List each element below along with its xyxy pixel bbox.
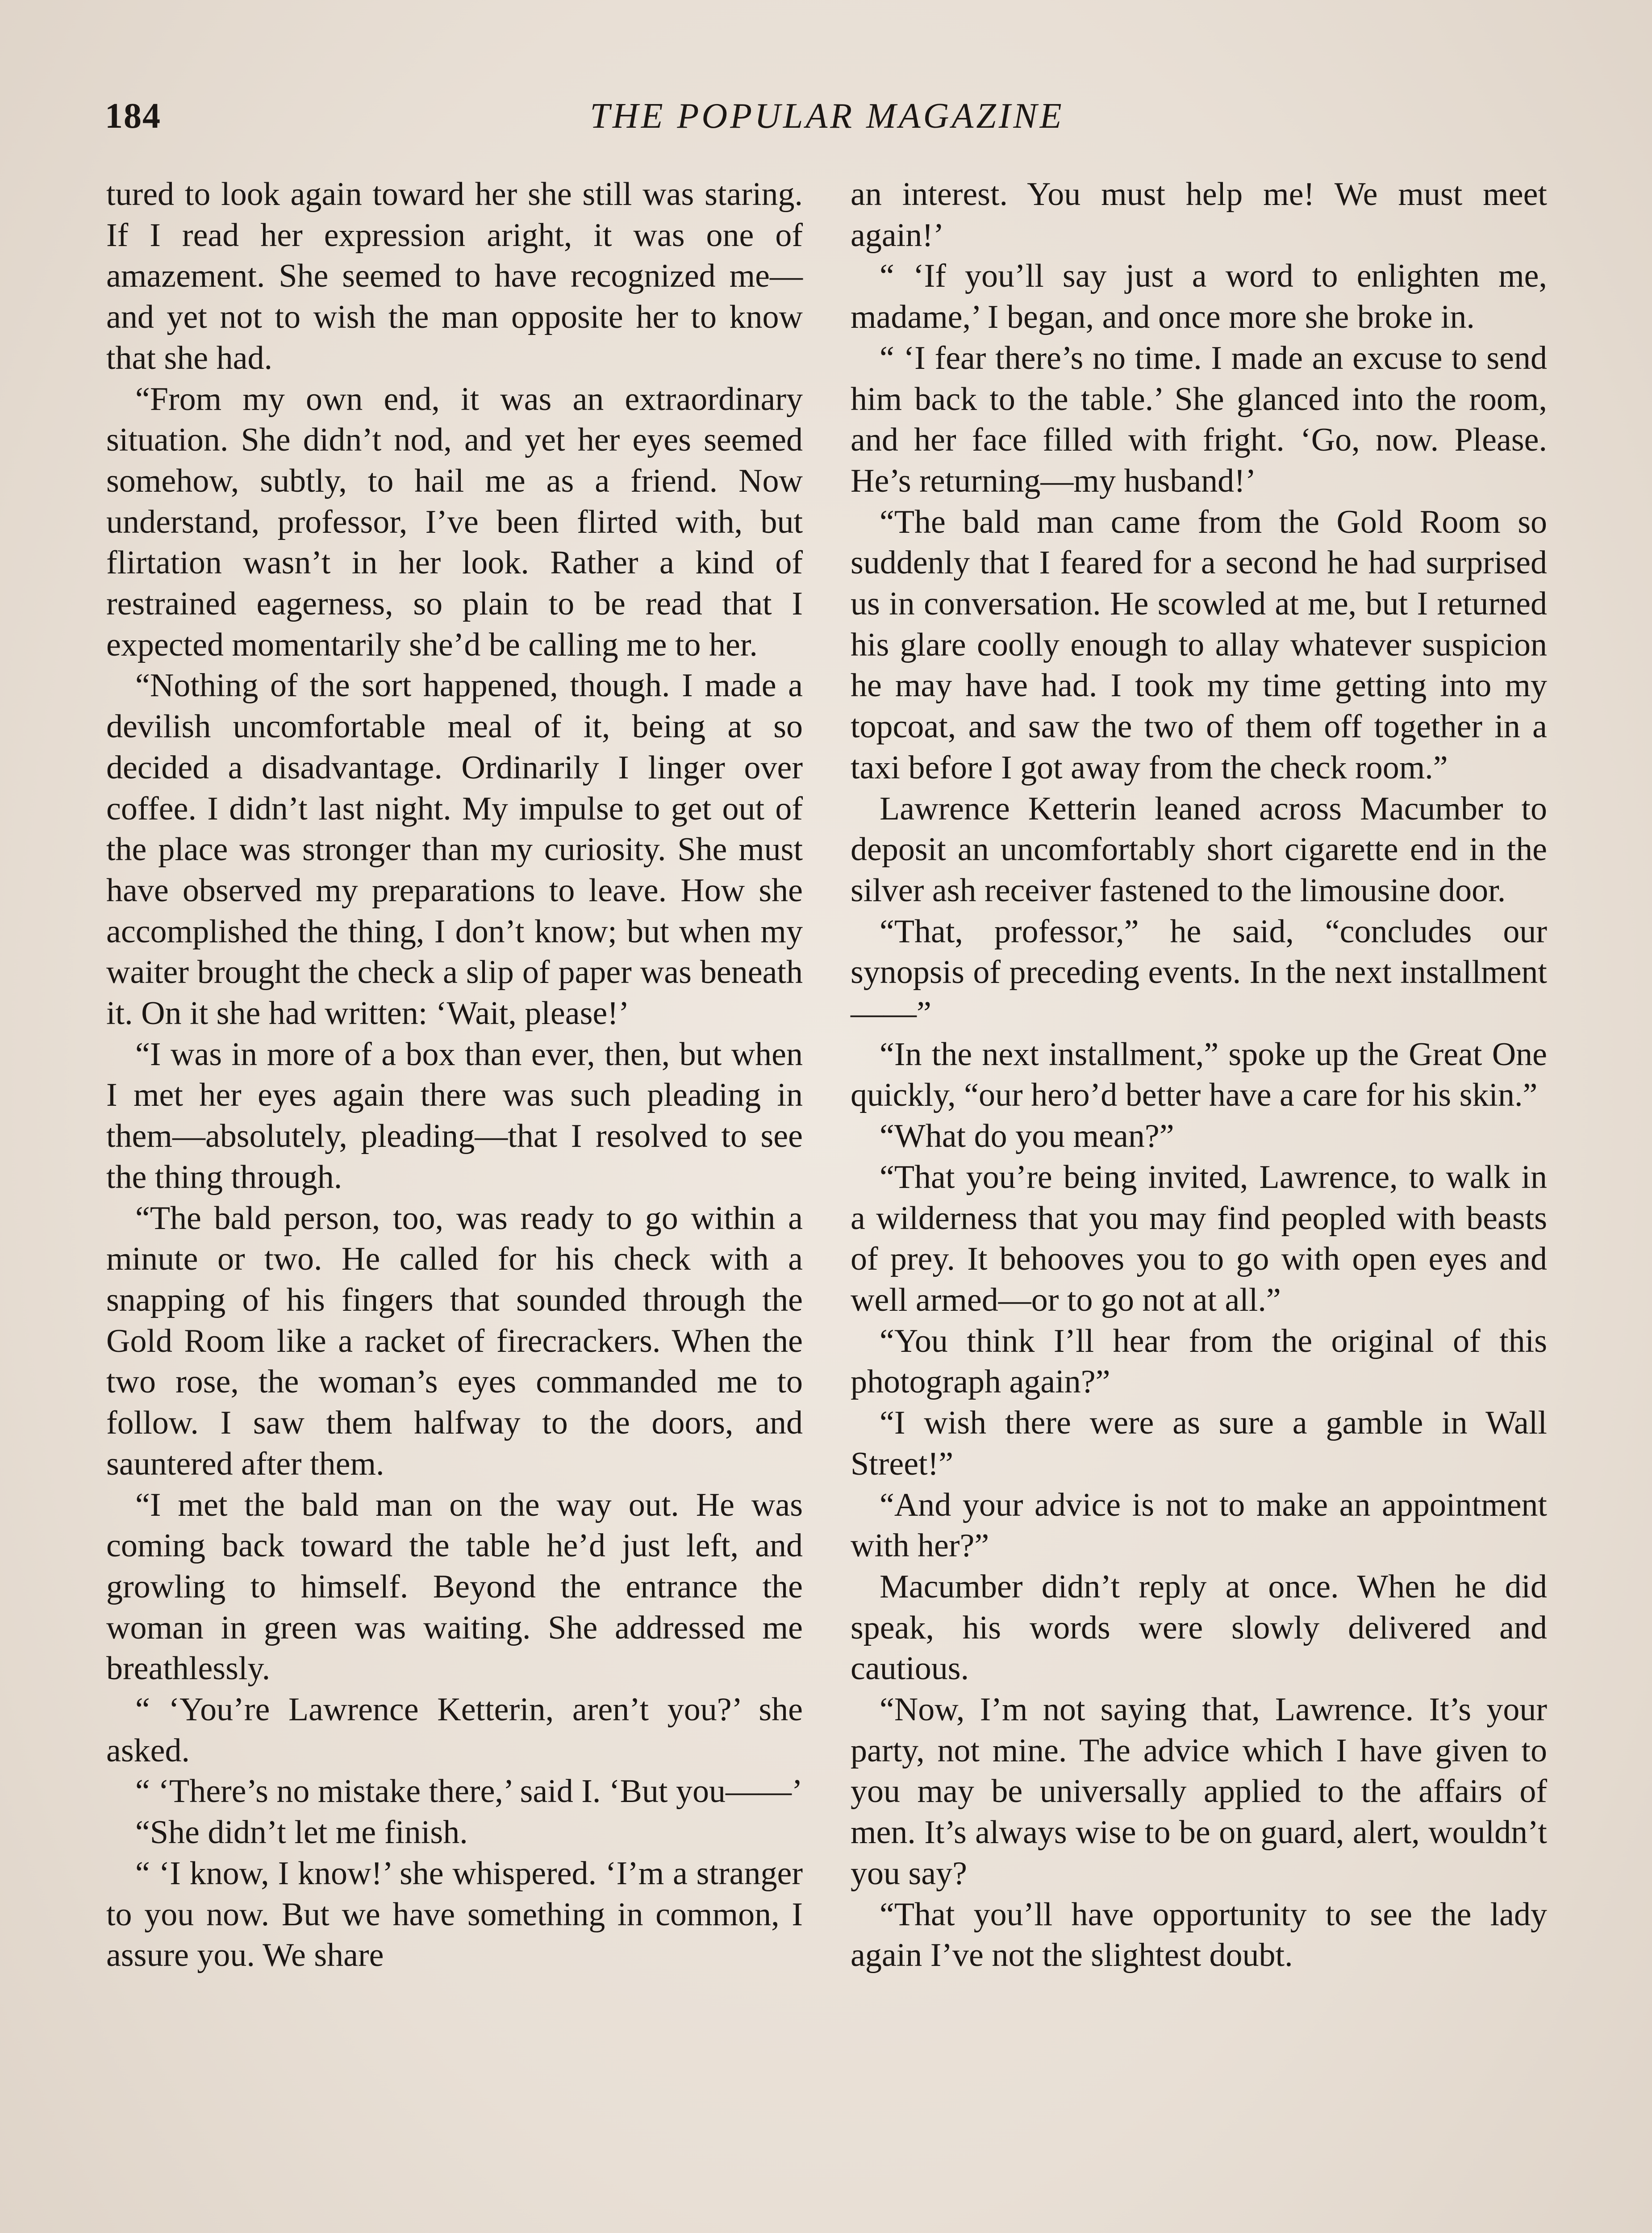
paragraph: “ ‘I fear there’s no time. I made an excuse to send him back to the table.’ She glanced into the room, and her face filled with fright. ‘Go, now. Please. He’s returning—my husband!’ xyxy=(851,339,1547,499)
paragraph: “ ‘You’re Lawrence Ketterin, aren’t you?’ she asked. xyxy=(106,1691,803,1769)
paragraph: “ ‘There’s no mistake there,’ said I. ‘But you——’ xyxy=(135,1773,803,1810)
paragraph: “And your advice is not to make an appointment with her?” xyxy=(851,1486,1547,1564)
page-number: 184 xyxy=(105,96,161,136)
paragraph: “She didn’t let me finish. xyxy=(135,1814,468,1851)
left-column xyxy=(106,174,803,1976)
paragraph: Lawrence Ketterin leaned across Macumber to deposit an uncomfortably short cigarette end in the silver ash receiver fastened to the limousine door. xyxy=(851,790,1547,909)
paragraph: “You think I’ll hear from the original of this photograph again?” xyxy=(851,1322,1547,1401)
paragraph: “I was in more of a box than ever, then, but when I met her eyes again there was such pleading in them—absolutely, pleading—that I resolved to see the thing through. xyxy=(106,1036,803,1196)
paragraph: “ ‘If you’ll say just a word to enlighten me, madame,’ I began, and once more she broke in. xyxy=(851,258,1547,336)
paragraph: “The bald man came from the Gold Room so suddenly that I feared for a second he had surprised us in conversation. He scowled at me, but I returned his glare coolly enough to allay whatever suspicion he may have had. I took my time getting into my topcoat, and saw the two of them off together in a taxi before I got away from the check room.” xyxy=(851,503,1547,786)
paragraph: “Now, I’m not saying that, Lawrence. It’s your party, not mine. The advice which I have given to you may be universally applied to the affairs of men. It’s always wise to be on guard, alert, wouldn’t you say? xyxy=(851,1691,1547,1892)
paragraph: “That you’ll have opportunity to see the lady again I’ve not the slightest doubt. xyxy=(851,1896,1547,1974)
page-header xyxy=(105,92,1549,150)
paragraph: an interest. You must help me! We must meet again!’ xyxy=(851,176,1547,254)
running-head: THE POPULAR MAGAZINE xyxy=(590,96,1064,136)
paragraph: “I wish there were as sure a gamble in Wall Street!” xyxy=(851,1405,1547,1482)
paragraph: “From my own end, it was an extraordinary situation. She didn’t nod, and yet her eyes seemed somehow, subtly, to hail me as a friend. Now understand, professor, I’ve been flirted with, but flirtation wasn’t in her look. Rather a kind of restrained eagerness, so plain to be read that I expected momentarily she’d be calling me to her. xyxy=(106,381,803,663)
paragraph: Macumber didn’t reply at once. When he did speak, his words were slowly delivered and cautious. xyxy=(851,1568,1547,1687)
paragraph: “I met the bald man on the way out. He was coming back toward the table he’d just left, and growling to himself. Beyond the entrance the woman in green was waiting. She addressed me breathlessly. xyxy=(106,1486,803,1687)
paragraph: “ ‘I know, I know!’ she whispered. ‘I’m a stranger to you now. But we have something in common, I assure you. We share xyxy=(106,1855,803,1974)
paragraph: “Nothing of the sort happened, though. I made a devilish uncomfortable meal of it, being at so decided a disadvantage. Ordinarily I linger over coffee. I didn’t last night. My impulse to get out of the place was stronger than my curiosity. She must have observed my preparations to leave. How she accomplished the thing, I don’t know; but when my waiter brought the check a slip of paper was beneath it. On it she had written: ‘Wait, please!’ xyxy=(106,667,803,1032)
paragraph: tured to look again toward her she still was staring. If I read her expression aright, it was one of amazement. She seemed to have recognized me—and yet not to wish the man opposite her to know that she had. xyxy=(106,176,803,376)
paragraph: “The bald person, too, was ready to go within a minute or two. He called for his check with a snapping of his fingers that sounded through the Gold Room like a racket of firecrackers. When the two rose, the woman’s eyes commanded me to follow. I saw them halfway to the doors, and sauntered after them. xyxy=(106,1200,803,1482)
right-column xyxy=(851,174,1547,1976)
paragraph: “That you’re being invited, Lawrence, to walk in a wilderness that you may find peopled with beasts of prey. It behooves you to go with open eyes and well armed—or to go not at all.” xyxy=(851,1158,1547,1318)
paragraph: “In the next installment,” spoke up the Great One quickly, “our hero’d better have a care for his skin.” xyxy=(851,1036,1547,1114)
paragraph: “What do you mean?” xyxy=(880,1118,1174,1155)
paragraph: “That, professor,” he said, “concludes our synopsis of preceding events. In the next installment——” xyxy=(851,913,1547,1032)
